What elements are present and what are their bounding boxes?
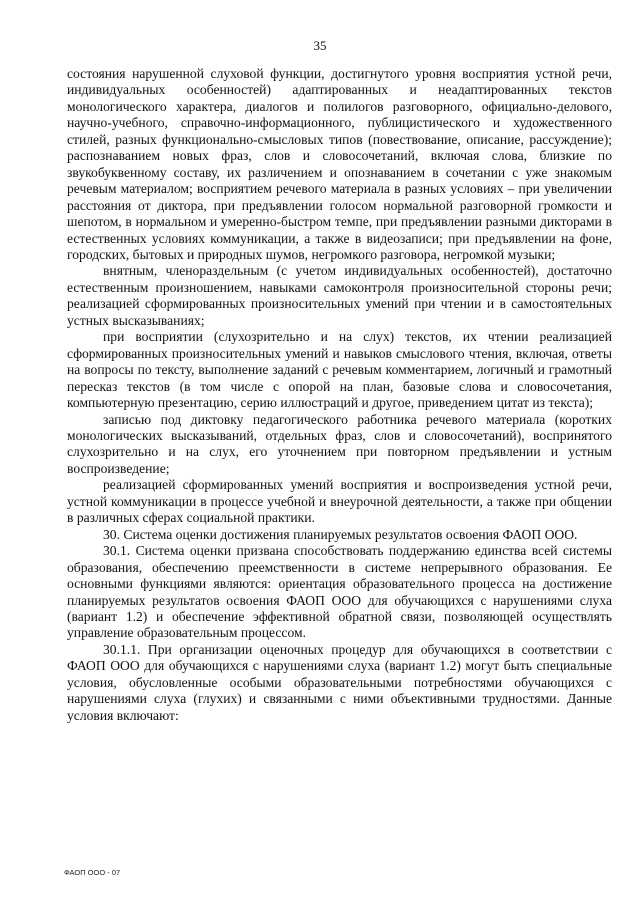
paragraph-dictation: записью под диктовку педагогического работника речевого материала (коротких монологических высказываний, отдельных фраз, слов и словосочетаний), воспринятого слухозрительно и на слух, его уточнением при повторном предъявлении и устным воспроизведение; xyxy=(67,411,612,476)
paragraph-continuation-perception: состояния нарушенной слуховой функции, достигнутого уровня восприятия устной речи, индивидуальных особенностей) адаптированных и неадаптированных текстов монологического характера, диалогов и полилогов разговорного, официально-делового, научно-учебного, справочно-информационного, публицистического и художественного стилей, разных функционально-смысловых типов (повествование, описание, рассуждение); распознаванием новых фраз, слов и словосочетаний, включая слова, близкие по звукобуквенному составу, их различением и опознаванием в сочетании с уже знакомым речевым материалом; восприятием речевого материала в разных условиях – при увеличении расстояния от диктора, при предъявлении голосом нормальной разговорной громкости и шепотом, в нормальном и умеренно-быстром темпе, при предъявлении разными дикторами в естественных условиях коммуникации, а также в видеозаписи; при предъявлении на фоне, городских, бытовых и природных шумов, негромкого разговора, негромкой музыки; xyxy=(67,66,612,262)
document-body xyxy=(67,66,612,724)
paragraph-pronunciation: внятным, членораздельным (с учетом индивидуальных особенностей), достаточно естественным произношением, навыками самоконтроля произносительной стороны речи; реализацией сформированных произносительных умений при чтении и в самостоятельных устных высказываниях; xyxy=(67,263,612,328)
paragraph-text-perception: при восприятии (слухозрительно и на слух) текстов, их чтении реализацией сформированных произносительных умений и навыков смыслового чтения, включая, ответы на вопросы по тексту, выполнение заданий с речевым комментарием, логичный и грамотный пересказ текстов (в том числе с опорой на план, базовые слова и словосочетания, компьютерную презентацию, серию иллюстраций и другое, приведением цитат из текста); xyxy=(67,329,612,411)
page-number: 35 xyxy=(313,38,327,53)
paragraph-communication: реализацией сформированных умений восприятия и воспроизведения устной речи, устной коммуникации в процессе учебной и внеурочной деятельности, а также при общении в различных сферах социальной практики. xyxy=(67,477,612,526)
paragraph-30-1: 30.1. Система оценки призвана способствовать поддержанию единства всей системы образования, обеспечению преемственности в системе непрерывного образования. Ее основными функциями являются: ориентация образовательного процесса на достижение планируемых результатов освоения ФАОП ООО для обучающихся с нарушениями слуха (вариант 1.2) и обеспечение эффективной обратной связи, позволяющей осуществлять управление образовательным процессом. xyxy=(67,543,612,641)
section-heading-30: 30. Система оценки достижения планируемых результатов освоения ФАОП ООО. xyxy=(103,526,578,542)
paragraph-30-1-1: 30.1.1. При организации оценочных процедур для обучающихся в соответствии с ФАОП ООО для обучающихся с нарушениями слуха (вариант 1.2) могут быть специальные условия, обусловленные особыми образовательными потребностями обучающихся с нарушениями слуха (глухих) и связанными с ними объективными трудностями. Данные условия включают: xyxy=(67,641,612,723)
footer-label: ФАОП ООО - 07 xyxy=(64,868,121,877)
